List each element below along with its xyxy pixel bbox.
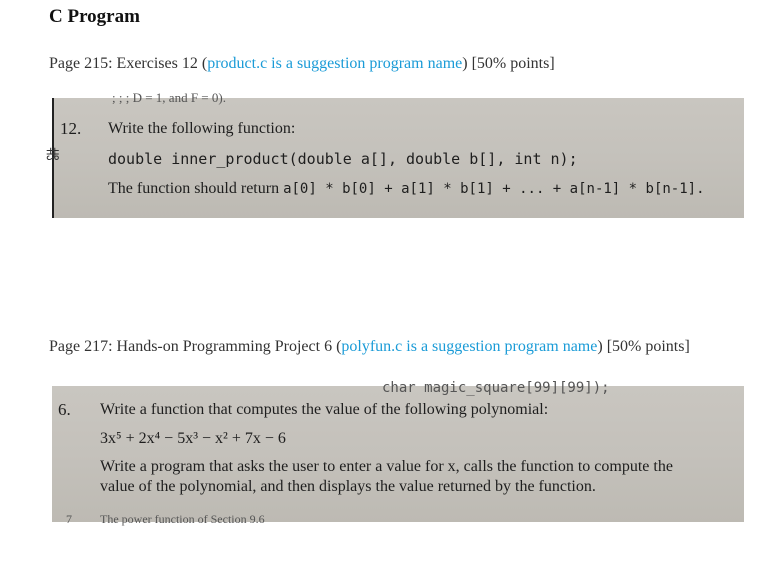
exercise-return-description [108,180,705,198]
cut-off-number-bottom: 7 [66,512,72,526]
exercise-2-filename-link[interactable]: polyfun.c is a suggestion program name [341,338,598,355]
exercise-1-photo [46,90,744,218]
exercise-1-heading [49,53,749,74]
exercise-instruction: Write the following function: [108,120,296,137]
exercise-number: 12. [60,119,82,138]
exercise-1-filename-link[interactable]: product.c is a suggestion program name [207,55,463,72]
cut-off-text-bottom: The power function of Section 9.6 [100,512,265,526]
exercise-1-heading-prefix: Page 215: Exercises 12 ( [49,55,208,72]
exercise-number: 6. [58,400,71,419]
margin-mark-icon: 🝽 [46,148,60,163]
exercise-2-photo [52,380,744,526]
exercise-description-line-2: value of the polynomial, and then displays the value returned by the function. [100,478,596,495]
exercise-instruction: Write a function that computes the value of the following polynomial: [100,401,549,418]
cut-off-text-top: char magic_square[99][99]); [382,380,610,396]
return-description-text: The function should return [108,180,284,197]
page-title: C Program [49,6,140,27]
exercise-1-heading-suffix: ) [50% points] [462,55,555,72]
function-prototype: double inner_product(double a[], double b[], int n); [108,150,578,168]
return-expression: a[0] * b[0] + a[1] * b[1] + ... + a[n-1] * b[n-1]. [283,181,705,197]
exercise-2-heading [49,336,739,357]
cut-off-text-top: ; ; ; D = 1, and F = 0). [112,90,226,105]
polynomial: 3x⁵ + 2x⁴ − 5x³ − x² + 7x − 6 [100,430,286,447]
exercise-2-heading-suffix: ) [50% points] [597,338,690,355]
exercise-description-line-1: Write a program that asks the user to enter a value for x, calls the function to compute the [100,458,673,475]
exercise-2-heading-prefix: Page 217: Hands-on Programming Project 6 ( [49,338,342,355]
